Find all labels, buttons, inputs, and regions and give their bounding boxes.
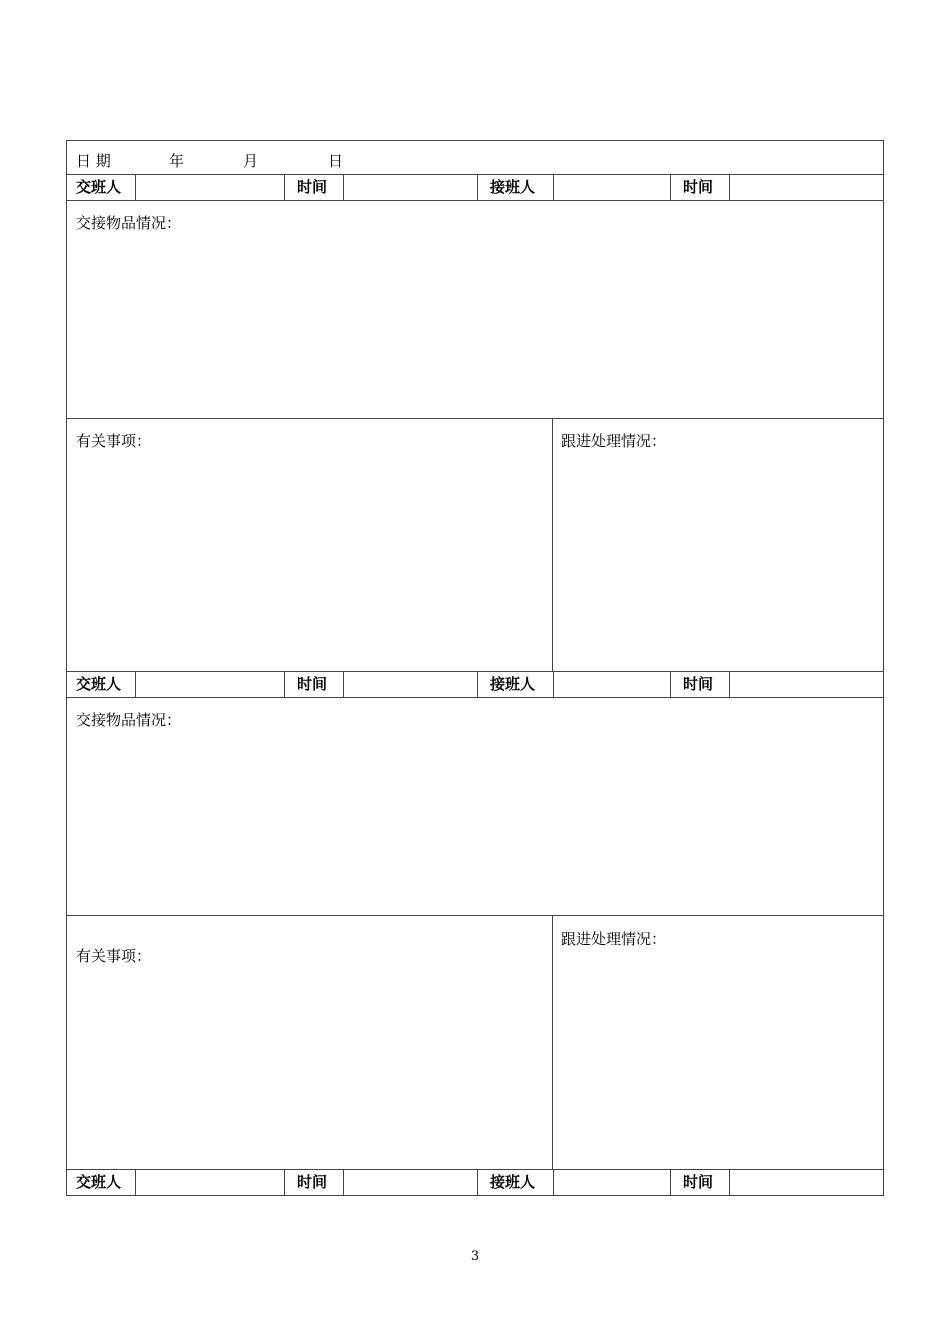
date-month-field[interactable] — [262, 145, 322, 171]
date-label: 日 期 — [76, 152, 111, 170]
follow-up-area-1[interactable] — [553, 456, 883, 666]
date-day-field[interactable] — [347, 145, 407, 171]
handover-time-field-2[interactable] — [344, 671, 476, 697]
follow-up-label-1: 跟进处理情况： — [561, 432, 667, 450]
handover-person-field-3[interactable] — [136, 1169, 283, 1195]
handover-form — [66, 140, 884, 1196]
handover-time-label-2: 时间 — [297, 675, 328, 693]
handover-person-field-1[interactable] — [136, 174, 283, 200]
items-status-area-2[interactable] — [67, 733, 883, 913]
day-label: 日 — [328, 152, 344, 170]
takeover-person-label-2: 接班人 — [490, 675, 536, 693]
items-status-area-1[interactable] — [67, 236, 883, 416]
takeover-person-field-2[interactable] — [554, 671, 669, 697]
takeover-time-label-2: 时间 — [683, 675, 714, 693]
takeover-time-label-3: 时间 — [683, 1173, 714, 1191]
handover-person-label-3: 交班人 — [76, 1173, 122, 1191]
date-year-field[interactable] — [187, 145, 237, 171]
takeover-time-label-1: 时间 — [683, 178, 714, 196]
handover-person-label-1: 交班人 — [76, 178, 122, 196]
handover-time-field-3[interactable] — [344, 1169, 476, 1195]
page-number: 3 — [470, 1249, 480, 1264]
handover-person-label-2: 交班人 — [76, 675, 122, 693]
follow-up-label-2: 跟进处理情况： — [561, 930, 667, 948]
related-matters-area-1[interactable] — [67, 456, 551, 666]
handover-time-field-1[interactable] — [344, 174, 476, 200]
year-label: 年 — [169, 152, 185, 170]
month-label: 月 — [243, 152, 259, 170]
takeover-person-label-1: 接班人 — [490, 178, 536, 196]
related-matters-label-2: 有关事项： — [76, 947, 152, 965]
follow-up-area-2[interactable] — [553, 953, 883, 1163]
takeover-time-field-2[interactable] — [730, 671, 883, 697]
takeover-time-field-1[interactable] — [730, 174, 883, 200]
takeover-person-field-3[interactable] — [554, 1169, 669, 1195]
items-status-label-1: 交接物品情况： — [76, 214, 182, 232]
handover-person-field-2[interactable] — [136, 671, 283, 697]
takeover-person-field-1[interactable] — [554, 174, 669, 200]
related-matters-area-2[interactable] — [67, 969, 551, 1164]
handover-time-label-1: 时间 — [297, 178, 328, 196]
handover-time-label-3: 时间 — [297, 1173, 328, 1191]
takeover-time-field-3[interactable] — [730, 1169, 883, 1195]
related-matters-label-1: 有关事项： — [76, 432, 152, 450]
items-status-label-2: 交接物品情况： — [76, 711, 182, 729]
takeover-person-label-3: 接班人 — [490, 1173, 536, 1191]
